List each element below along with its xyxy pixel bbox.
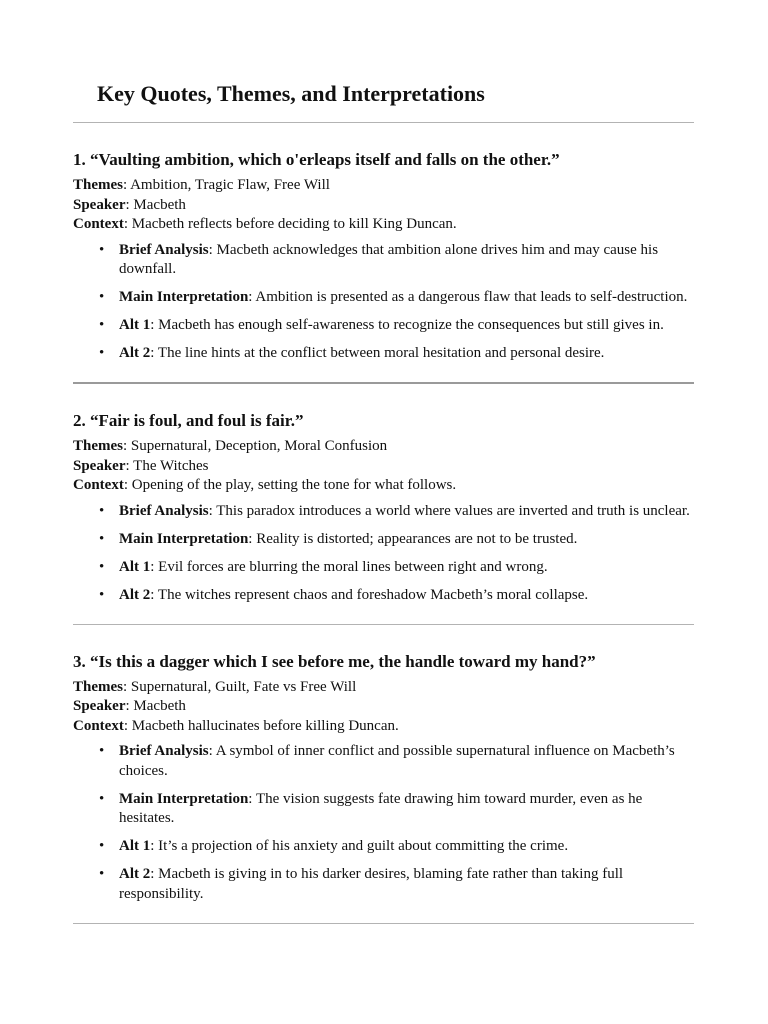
alt-2-text: Macbeth is giving in to his darker desires, blaming fate rather than taking full responsibility. [119,866,624,902]
label-separator: : [150,586,158,603]
divider [73,923,694,924]
label-separator: : [123,177,131,193]
label-separator: : [125,196,134,213]
alt-2-label: Alt 2 [119,866,151,882]
context-line [73,215,694,235]
label-separator: : [208,502,217,519]
main-interpretation-label: Main Interpretation [119,790,249,807]
label-separator: : [123,477,132,493]
brief-analysis-item [73,502,694,522]
speaker-line [73,457,694,477]
themes-line [73,678,694,698]
bullet-icon: • [99,241,105,258]
label-separator: : [123,216,132,232]
context-line [73,476,694,496]
label-separator: : [150,866,159,882]
context-label: Context [73,477,124,493]
themes-line [73,437,694,457]
bullet-icon: • [99,530,105,547]
main-interpretation-label: Main Interpretation [119,530,249,547]
alt-1-text: Evil forces are blurring the moral lines between right and wrong. [158,558,548,575]
label-separator: : [150,558,159,575]
speaker-label: Speaker [73,457,126,474]
analysis-list [73,241,694,364]
main-interpretation-item [73,288,694,308]
label-separator: : [248,289,256,305]
label-separator: : [208,743,216,759]
brief-analysis-label: Brief Analysis [119,241,209,258]
quote-section-1 [73,123,694,382]
alt-2-item [73,865,694,904]
main-interpretation-item [73,790,694,829]
alt-2-text: The witches represent chaos and foreshadow Macbeth’s moral collapse. [157,586,589,603]
brief-analysis-text: A symbol of inner conflict and possible supernatural influence on Macbeth’s choices. [119,743,675,779]
brief-analysis-text: This paradox introduces a world where values are inverted and truth is unclear. [216,502,690,519]
label-separator: : [123,438,131,454]
brief-analysis-item [73,241,694,280]
main-interpretation-text: Reality is distorted; appearances are not to be trusted. [256,530,578,547]
brief-analysis-item [73,742,694,781]
label-separator: : [123,717,132,734]
speaker-label: Speaker [73,698,126,714]
bullet-icon: • [99,743,105,759]
label-separator: : [248,790,256,807]
context-line [73,717,694,737]
analysis-list [73,502,694,606]
alt-2-item [73,344,694,364]
speaker-label: Speaker [73,196,126,213]
label-separator: : [123,678,131,695]
themes-label: Themes [73,678,123,695]
bullet-icon: • [99,838,105,854]
context-value: Opening of the play, setting the tone for what follows. [131,477,457,493]
bullet-icon: • [99,558,105,575]
label-separator: : [150,345,158,361]
label-separator: : [150,317,159,333]
alt-1-label: Alt 1 [119,838,151,854]
main-interpretation-text: The vision suggests fate drawing him toward murder, even as he hesitates. [119,790,643,826]
speaker-value: Macbeth [133,196,186,213]
bullet-icon: • [99,502,105,519]
brief-analysis-label: Brief Analysis [119,743,209,759]
alt-1-item [73,316,694,336]
speaker-value: Macbeth [133,698,186,714]
speaker-line [73,196,694,216]
bullet-icon: • [99,866,105,882]
speaker-value: The Witches [133,457,209,474]
brief-analysis-text: Macbeth acknowledges that ambition alone drives him and may cause his downfall. [119,241,659,277]
document-title: Key Quotes, Themes, and Interpretations [97,81,485,106]
alt-1-label: Alt 1 [119,558,151,575]
alt-2-item [73,586,694,606]
main-interpretation-item [73,530,694,550]
alt-2-label: Alt 2 [119,345,151,361]
alt-1-text: It’s a projection of his anxiety and guilt about committing the crime. [158,838,569,854]
quote-heading: 3. “Is this a dagger which I see before me, the handle toward my hand?” [73,651,596,671]
quote-heading: 2. “Fair is foul, and foul is fair.” [73,411,304,430]
themes-label: Themes [73,177,123,193]
label-separator: : [248,530,257,547]
quote-heading: 1. “Vaulting ambition, which o'erleaps itself and falls on the other.” [73,150,560,169]
context-value: Macbeth hallucinates before killing Duncan. [131,717,399,734]
main-interpretation-text: Ambition is presented as a dangerous flaw that leads to self-destruction. [255,289,688,305]
quote-section-2 [73,384,694,624]
alt-2-label: Alt 2 [119,586,151,603]
label-separator: : [125,457,134,474]
context-label: Context [73,717,124,734]
themes-line [73,176,694,196]
bullet-icon: • [99,289,105,305]
label-separator: : [125,698,134,714]
themes-value: Ambition, Tragic Flaw, Free Will [130,177,330,193]
bullet-icon: • [99,345,105,361]
themes-value: Supernatural, Guilt, Fate vs Free Will [130,678,357,695]
context-label: Context [73,216,124,232]
brief-analysis-label: Brief Analysis [119,502,209,519]
alt-1-label: Alt 1 [119,317,151,333]
label-separator: : [208,241,217,258]
context-value: Macbeth reflects before deciding to kill King Duncan. [131,216,457,232]
alt-1-text: Macbeth has enough self-awareness to recognize the consequences but still gives in. [158,317,664,333]
document-page [73,0,694,924]
analysis-list [73,742,694,904]
themes-label: Themes [73,438,123,454]
quote-section-3 [73,625,694,923]
bullet-icon: • [99,790,105,807]
alt-1-item [73,837,694,857]
alt-1-item [73,558,694,578]
main-interpretation-label: Main Interpretation [119,289,249,305]
bullet-icon: • [99,586,105,603]
label-separator: : [150,838,159,854]
alt-2-text: The line hints at the conflict between moral hesitation and personal desire. [157,345,605,361]
bullet-icon: • [99,317,105,333]
themes-value: Supernatural, Deception, Moral Confusion [130,438,388,454]
speaker-line [73,697,694,717]
